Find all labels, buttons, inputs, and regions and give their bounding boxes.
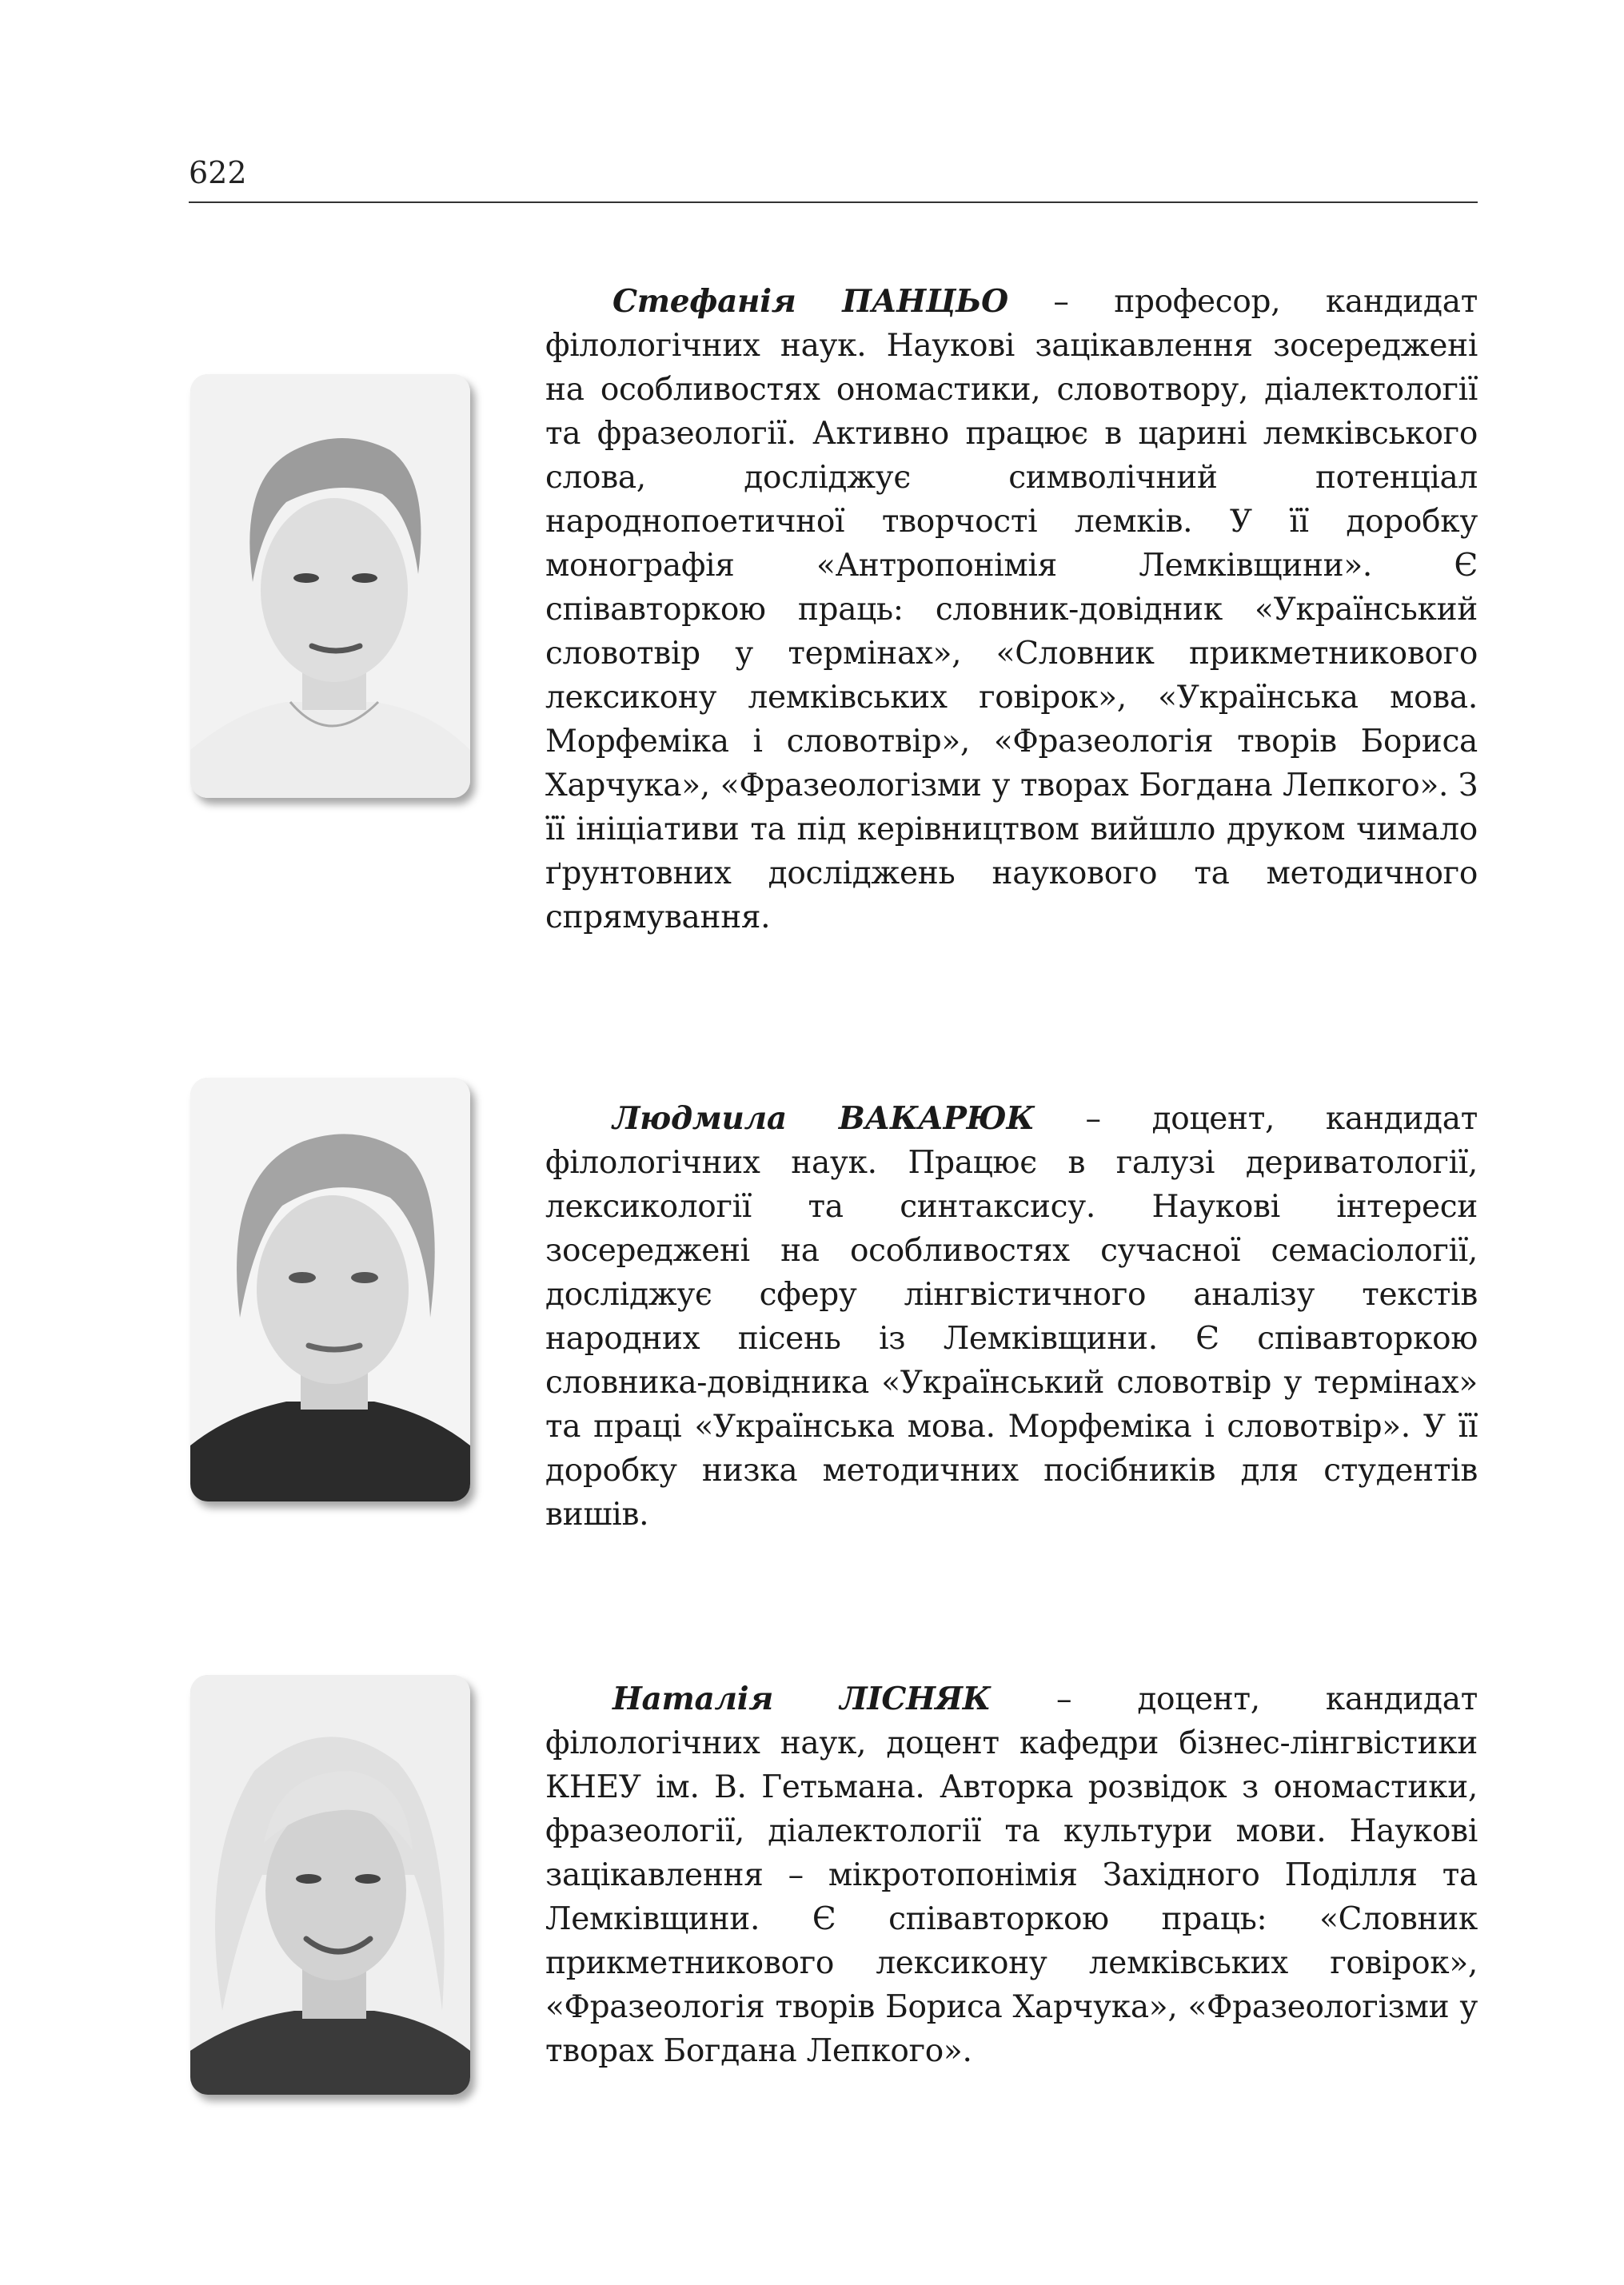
author-name: Наталія ЛІСНЯК xyxy=(612,1681,991,1717)
portrait-photo xyxy=(190,374,470,798)
bio-description: – доцент, кандидат філологічних наук. Працює в галузі дериватології, лексикології та синтаксису. Наукові інтереси зосереджені на особливостях сучасної семасіології, досліджує сферу лінгвістичного аналізу текстів народних пісень із Лемківщини. Є співавторкою словника-довідника «Український словотвір у термінах» та праці «Українська мова. Морфеміка і словотвір». У її доробку низка методичних посібників для студентів вишів. xyxy=(545,1101,1478,1533)
bio-description: – професор, кандидат філологічних наук. Наукові зацікавлення зосереджені на особливостях ономастики, словотвору, діалектології та фразеології. Активно працює в царині лемківського слова, досліджує символічний потенціал народнопоетичної творчості лемків. У її доробку монографія «Антропонімія Лемківщини». Є співавторкою праць: словник-довідник «Український словотвір у термінах», «Словник прикметникового лексикону лемківських говірок», «Українська мова. Морфеміка і словотвір», «Фразеологія творів Бориса Харчука», «Фразеологізми у творах Богдана Лепкого». З її ініціативи та під керівництвом вийшло друком чимало ґрунтовних досліджень наукового та методичного спрямування. xyxy=(545,284,1478,935)
author-name: Стефанія ПАНЦЬО xyxy=(612,283,1008,320)
page-number: 622 xyxy=(189,155,247,190)
portrait-photo xyxy=(190,1078,470,1501)
bio-text xyxy=(545,1097,1478,1537)
portrait-photo xyxy=(190,1675,470,2095)
bio-description: – доцент, кандидат філологічних наук, доцент кафедри бізнес-лінгвістики КНЕУ ім. В. Гетьмана. Авторка розвідок з ономастики, фразеології, діалектології та культури мови. Наукові зацікавлення – мікротопонімія Західного Поділля та Лемківщини. Є співавторкою праць: «Словник прикметникового лексикону лемківських говірок», «Фразеологія творів Бориса Харчука», «Фразеологізми у творах Богдана Лепкого». xyxy=(545,1681,1478,2069)
author-name: Людмила ВАКАРЮК xyxy=(612,1100,1035,1137)
bio-text xyxy=(545,1677,1478,2073)
bio-text xyxy=(545,280,1478,939)
header-rule xyxy=(189,201,1478,203)
